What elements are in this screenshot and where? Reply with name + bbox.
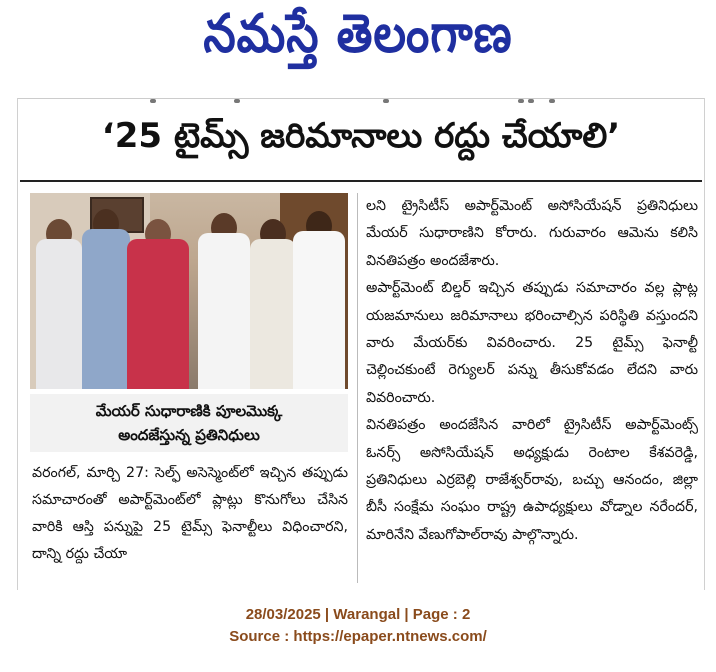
article-clipping — [17, 98, 705, 590]
headline-divider — [20, 180, 702, 182]
caption-line-1: మేయర్ సుధారాణికి పూలమొక్క — [95, 402, 283, 420]
body-paragraph: లని ట్రైసిటీస్ అపార్ట్‌మెంట్ అసోసియేషన్ ప్రతినిధులు మేయర్ సుధారాణిని కోరారు. గురువారం ఆమెను కలిసి వినతిపత్రం అందజేశారు. — [366, 198, 698, 269]
source-footer — [0, 604, 716, 654]
column-divider — [357, 193, 358, 583]
article-body-left — [32, 460, 348, 568]
body-paragraph: అపార్ట్‌మెంట్ బిల్డర్ ఇచ్చిన తప్పుడు సమాచారం వల్ల ప్లాట్ల యజమానులు జరిమానాలు భరించాల్సిన పరిస్థితి వస్తుందని వారు మేయర్‌కు వివరించారు. 25 టైమ్స్ ఫెనాల్టీ చెల్లించకుంటే రెగ్యులర్ పన్ను తీసుకోవడం లేదని వారు వివరించారు. — [366, 280, 698, 406]
source-url: Source : https://epaper.ntnews.com/ — [229, 628, 487, 645]
article-headline: ‘25 టైమ్స్ జరిమానాలు రద్దు చేయాలి’ — [101, 116, 621, 156]
masthead — [0, 0, 716, 80]
newspaper-title: నమస్తే తెలంగాణ — [203, 2, 513, 65]
article-photo — [30, 193, 348, 389]
article-body-right — [366, 193, 698, 549]
body-paragraph: వరంగల్, మార్చి 27: సెల్ఫ్ అసెస్మెంట్‌లో ఇచ్చిన తప్పుడు సమాచారంతో అపార్ట్‌మెంట్‌లో ప్లాట్లు కొనుగోలు చేసిన వారికి ఆస్తి పన్నుపై 25 టైమ్స్ ఫెనాల్టీలు విధించారని, దాన్ని రద్దు చేయా — [32, 465, 348, 562]
photo-caption — [30, 394, 348, 452]
caption-line-2: అందజేస్తున్న ప్రతినిధులు — [118, 426, 260, 444]
body-paragraph: వినతిపత్రం అందజేసిన వారిలో ట్రైసిటీస్ అపార్ట్‌మెంట్స్ ఓనర్స్ అసోసియేషన్ అధ్యక్షుడు రెంటాల కేశవరెడ్డి, ప్రతినిధులు ఎర్రబెల్లి రాజేశ్వర్‌రావు, బచ్చు ఆనందం, జిల్లా బీసీ సంక్షేమ సంఘం రాష్ట్ర ఉపాధ్యక్షులు వోడ్నాల నరేందర్, మారినేని వేణుగోపాల్‌రావు పాల్గొన్నారు. — [366, 417, 698, 543]
publication-info: 28/03/2025 | Warangal | Page : 2 — [245, 606, 471, 623]
cut-text-remnant — [18, 98, 704, 107]
